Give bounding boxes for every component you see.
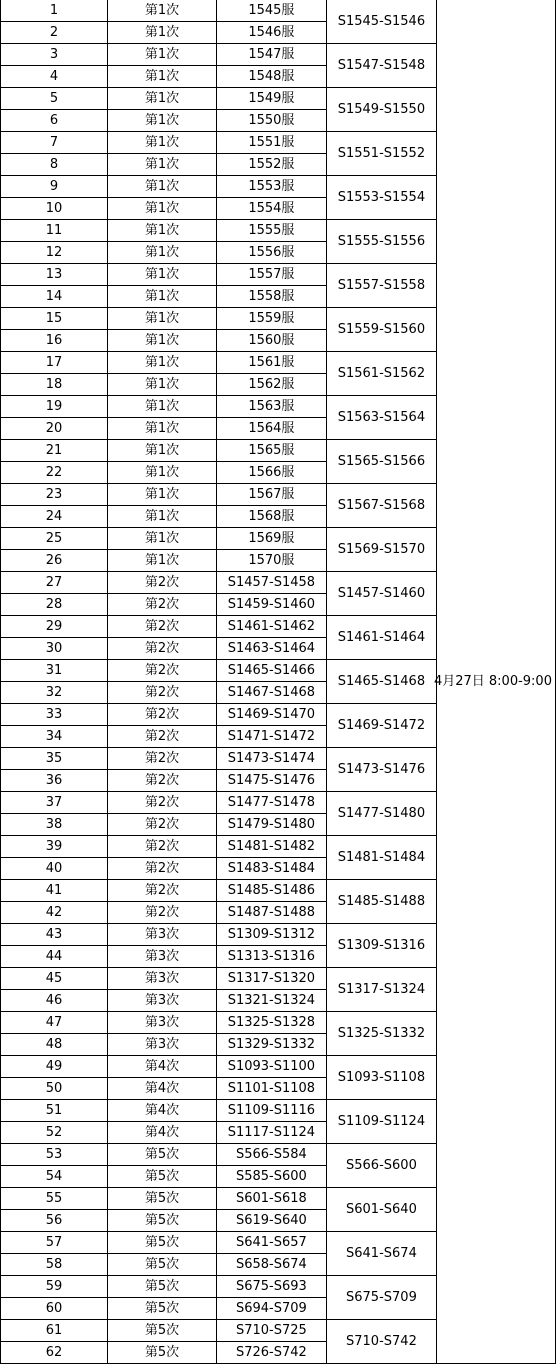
server-cell: 1557服: [216, 264, 326, 286]
batch-cell: 第1次: [108, 330, 217, 352]
row-number-cell: 32: [1, 682, 108, 704]
row-number-cell: 27: [1, 572, 108, 594]
server-cell: S1309-S1312: [216, 924, 326, 946]
server-cell: S1313-S1316: [216, 946, 326, 968]
row-number-cell: 3: [1, 44, 108, 66]
server-cell: S694-S709: [216, 1298, 326, 1320]
batch-cell: 第1次: [108, 308, 217, 330]
batch-cell: 第2次: [108, 792, 217, 814]
batch-cell: 第1次: [108, 44, 217, 66]
batch-cell: 第1次: [108, 374, 217, 396]
server-cell: 1553服: [216, 176, 326, 198]
server-cell: 1554服: [216, 198, 326, 220]
row-number-cell: 15: [1, 308, 108, 330]
server-cell: 1570服: [216, 550, 326, 572]
merged-group-cell: S1561-S1562: [326, 352, 436, 396]
server-cell: S1487-S1488: [216, 902, 326, 924]
merged-group-cell: S1555-S1556: [326, 220, 436, 264]
row-number-cell: 9: [1, 176, 108, 198]
merged-group-cell: S641-S674: [326, 1232, 436, 1276]
batch-cell: 第3次: [108, 924, 217, 946]
batch-cell: 第2次: [108, 858, 217, 880]
batch-cell: 第2次: [108, 638, 217, 660]
row-number-cell: 24: [1, 506, 108, 528]
server-cell: S1465-S1466: [216, 660, 326, 682]
row-number-cell: 4: [1, 66, 108, 88]
row-number-cell: 37: [1, 792, 108, 814]
batch-cell: 第2次: [108, 880, 217, 902]
batch-cell: 第2次: [108, 704, 217, 726]
row-number-cell: 47: [1, 1012, 108, 1034]
batch-cell: 第2次: [108, 572, 217, 594]
batch-cell: 第2次: [108, 902, 217, 924]
batch-cell: 第1次: [108, 154, 217, 176]
server-cell: S641-S657: [216, 1232, 326, 1254]
batch-cell: 第2次: [108, 682, 217, 704]
batch-cell: 第4次: [108, 1078, 217, 1100]
row-number-cell: 21: [1, 440, 108, 462]
row-number-cell: 45: [1, 968, 108, 990]
merged-group-cell: S566-S600: [326, 1144, 436, 1188]
batch-cell: 第5次: [108, 1188, 217, 1210]
row-number-cell: 35: [1, 748, 108, 770]
server-cell: S1477-S1478: [216, 792, 326, 814]
server-cell: S1475-S1476: [216, 770, 326, 792]
row-number-cell: 16: [1, 330, 108, 352]
batch-cell: 第5次: [108, 1320, 217, 1342]
merged-group-cell: S1465-S1468: [326, 660, 436, 704]
batch-cell: 第2次: [108, 770, 217, 792]
row-number-cell: 49: [1, 1056, 108, 1078]
server-cell: S1485-S1486: [216, 880, 326, 902]
merged-group-cell: S1093-S1108: [326, 1056, 436, 1100]
row-number-cell: 36: [1, 770, 108, 792]
batch-cell: 第1次: [108, 220, 217, 242]
row-number-cell: 31: [1, 660, 108, 682]
server-cell: 1564服: [216, 418, 326, 440]
batch-cell: 第2次: [108, 814, 217, 836]
server-cell: S1471-S1472: [216, 726, 326, 748]
row-number-cell: 61: [1, 1320, 108, 1342]
row-number-cell: 52: [1, 1122, 108, 1144]
server-cell: S1317-S1320: [216, 968, 326, 990]
row-number-cell: 42: [1, 902, 108, 924]
batch-cell: 第1次: [108, 88, 217, 110]
batch-cell: 第5次: [108, 1210, 217, 1232]
merged-group-cell: S1481-S1484: [326, 836, 436, 880]
row-number-cell: 60: [1, 1298, 108, 1320]
row-number-cell: 26: [1, 550, 108, 572]
batch-cell: 第3次: [108, 1012, 217, 1034]
merged-group-cell: S1317-S1324: [326, 968, 436, 1012]
server-cell: 1562服: [216, 374, 326, 396]
batch-cell: 第1次: [108, 286, 217, 308]
batch-cell: 第1次: [108, 506, 217, 528]
batch-cell: 第2次: [108, 726, 217, 748]
server-cell: S566-S584: [216, 1144, 326, 1166]
row-number-cell: 28: [1, 594, 108, 616]
row-number-cell: 17: [1, 352, 108, 374]
batch-cell: 第1次: [108, 132, 217, 154]
row-number-cell: 2: [1, 22, 108, 44]
server-cell: S1093-S1100: [216, 1056, 326, 1078]
merged-group-cell: S1563-S1564: [326, 396, 436, 440]
server-cell: S1469-S1470: [216, 704, 326, 726]
time-slot-label: 4月27日 8:00-9:00: [433, 674, 552, 689]
merged-group-cell: S1565-S1566: [326, 440, 436, 484]
merged-group-cell: S1553-S1554: [326, 176, 436, 220]
server-cell: 1565服: [216, 440, 326, 462]
merged-group-cell: S1473-S1476: [326, 748, 436, 792]
row-number-cell: 10: [1, 198, 108, 220]
batch-cell: 第3次: [108, 968, 217, 990]
server-cell: 1560服: [216, 330, 326, 352]
server-cell: S1109-S1116: [216, 1100, 326, 1122]
batch-cell: 第1次: [108, 176, 217, 198]
merged-group-cell: S710-S742: [326, 1320, 436, 1364]
row-number-cell: 38: [1, 814, 108, 836]
server-cell: 1547服: [216, 44, 326, 66]
row-number-cell: 39: [1, 836, 108, 858]
row-number-cell: 25: [1, 528, 108, 550]
batch-cell: 第5次: [108, 1254, 217, 1276]
row-number-cell: 51: [1, 1100, 108, 1122]
merged-group-cell: S1461-S1464: [326, 616, 436, 660]
batch-cell: 第2次: [108, 594, 217, 616]
row-number-cell: 48: [1, 1034, 108, 1056]
row-number-cell: 11: [1, 220, 108, 242]
batch-cell: 第5次: [108, 1144, 217, 1166]
server-cell: S1463-S1464: [216, 638, 326, 660]
server-cell: 1555服: [216, 220, 326, 242]
row-number-cell: 46: [1, 990, 108, 1012]
server-cell: S585-S600: [216, 1166, 326, 1188]
server-cell: S619-S640: [216, 1210, 326, 1232]
server-cell: 1566服: [216, 462, 326, 484]
merged-group-cell: S675-S709: [326, 1276, 436, 1320]
server-cell: 1568服: [216, 506, 326, 528]
merged-group-cell: S1309-S1316: [326, 924, 436, 968]
batch-cell: 第2次: [108, 748, 217, 770]
merged-group-cell: S1559-S1560: [326, 308, 436, 352]
row-number-cell: 30: [1, 638, 108, 660]
batch-cell: 第1次: [108, 198, 217, 220]
server-cell: S1479-S1480: [216, 814, 326, 836]
row-number-cell: 43: [1, 924, 108, 946]
server-cell: S1481-S1482: [216, 836, 326, 858]
row-number-cell: 41: [1, 880, 108, 902]
server-cell: S601-S618: [216, 1188, 326, 1210]
server-cell: S1467-S1468: [216, 682, 326, 704]
server-cell: 1569服: [216, 528, 326, 550]
server-cell: S1473-S1474: [216, 748, 326, 770]
server-cell: 1546服: [216, 22, 326, 44]
row-number-cell: 1: [1, 0, 108, 22]
row-number-cell: 14: [1, 286, 108, 308]
server-cell: 1550服: [216, 110, 326, 132]
server-cell: 1563服: [216, 396, 326, 418]
merged-group-cell: S1545-S1546: [326, 0, 436, 44]
merged-group-cell: S1547-S1548: [326, 44, 436, 88]
batch-cell: 第1次: [108, 528, 217, 550]
batch-cell: 第2次: [108, 616, 217, 638]
row-number-cell: 7: [1, 132, 108, 154]
row-number-cell: 6: [1, 110, 108, 132]
merged-group-cell: S1325-S1332: [326, 1012, 436, 1056]
server-cell: S1117-S1124: [216, 1122, 326, 1144]
batch-cell: 第4次: [108, 1122, 217, 1144]
row-number-cell: 19: [1, 396, 108, 418]
batch-cell: 第5次: [108, 1232, 217, 1254]
server-cell: 1558服: [216, 286, 326, 308]
row-number-cell: 29: [1, 616, 108, 638]
row-number-cell: 50: [1, 1078, 108, 1100]
server-cell: S1101-S1108: [216, 1078, 326, 1100]
row-number-cell: 59: [1, 1276, 108, 1298]
merged-group-cell: S1457-S1460: [326, 572, 436, 616]
server-cell: 1556服: [216, 242, 326, 264]
row-number-cell: 57: [1, 1232, 108, 1254]
server-cell: S1321-S1324: [216, 990, 326, 1012]
batch-cell: 第1次: [108, 0, 217, 22]
row-number-cell: 55: [1, 1188, 108, 1210]
row-number-cell: 44: [1, 946, 108, 968]
batch-cell: 第2次: [108, 836, 217, 858]
server-cell: 1552服: [216, 154, 326, 176]
merged-group-cell: S1569-S1570: [326, 528, 436, 572]
batch-cell: 第3次: [108, 1034, 217, 1056]
row-number-cell: 53: [1, 1144, 108, 1166]
row-number-cell: 20: [1, 418, 108, 440]
row-number-cell: 22: [1, 462, 108, 484]
server-cell: 1551服: [216, 132, 326, 154]
merged-group-cell: S1551-S1552: [326, 132, 436, 176]
merged-group-cell: S1469-S1472: [326, 704, 436, 748]
server-cell: S1459-S1460: [216, 594, 326, 616]
server-cell: S710-S725: [216, 1320, 326, 1342]
batch-cell: 第1次: [108, 66, 217, 88]
merged-group-cell: S1477-S1480: [326, 792, 436, 836]
server-cell: S1457-S1458: [216, 572, 326, 594]
row-number-cell: 5: [1, 88, 108, 110]
server-cell: S1461-S1462: [216, 616, 326, 638]
row-number-cell: 40: [1, 858, 108, 880]
batch-cell: 第1次: [108, 242, 217, 264]
server-cell: S1329-S1332: [216, 1034, 326, 1056]
row-number-cell: 18: [1, 374, 108, 396]
batch-cell: 第1次: [108, 418, 217, 440]
merged-group-cell: S1567-S1568: [326, 484, 436, 528]
row-number-cell: 54: [1, 1166, 108, 1188]
row-number-cell: 23: [1, 484, 108, 506]
row-number-cell: 12: [1, 242, 108, 264]
merged-group-cell: S1557-S1558: [326, 264, 436, 308]
batch-cell: 第3次: [108, 990, 217, 1012]
merged-group-cell: S1109-S1124: [326, 1100, 436, 1144]
batch-cell: 第2次: [108, 660, 217, 682]
batch-cell: 第1次: [108, 396, 217, 418]
batch-cell: 第1次: [108, 264, 217, 286]
batch-cell: 第4次: [108, 1056, 217, 1078]
batch-cell: 第5次: [108, 1342, 217, 1364]
server-cell: 1545服: [216, 0, 326, 22]
batch-cell: 第3次: [108, 946, 217, 968]
server-cell: S658-S674: [216, 1254, 326, 1276]
row-number-cell: 33: [1, 704, 108, 726]
server-cell: 1567服: [216, 484, 326, 506]
server-cell: S1483-S1484: [216, 858, 326, 880]
batch-cell: 第1次: [108, 484, 217, 506]
server-cell: S726-S742: [216, 1342, 326, 1364]
row-number-cell: 62: [1, 1342, 108, 1364]
row-number-cell: 56: [1, 1210, 108, 1232]
row-number-cell: 13: [1, 264, 108, 286]
server-cell: 1548服: [216, 66, 326, 88]
batch-cell: 第5次: [108, 1166, 217, 1188]
server-cell: 1559服: [216, 308, 326, 330]
merged-group-cell: S1485-S1488: [326, 880, 436, 924]
server-cell: S675-S693: [216, 1276, 326, 1298]
merged-group-cell: S601-S640: [326, 1188, 436, 1232]
row-number-cell: 8: [1, 154, 108, 176]
batch-cell: 第1次: [108, 440, 217, 462]
batch-cell: 第5次: [108, 1276, 217, 1298]
table-body: [1, 0, 556, 1364]
time-slot-cell: [433, 0, 555, 1364]
server-cell: 1549服: [216, 88, 326, 110]
table-row: [1, 0, 556, 22]
batch-cell: 第5次: [108, 1298, 217, 1320]
batch-cell: 第1次: [108, 352, 217, 374]
batch-cell: 第4次: [108, 1100, 217, 1122]
row-number-cell: 58: [1, 1254, 108, 1276]
batch-cell: 第1次: [108, 22, 217, 44]
merged-group-cell: S1549-S1550: [326, 88, 436, 132]
row-number-cell: 34: [1, 726, 108, 748]
batch-cell: 第1次: [108, 110, 217, 132]
batch-cell: 第1次: [108, 550, 217, 572]
server-cell: 1561服: [216, 352, 326, 374]
batch-cell: 第1次: [108, 462, 217, 484]
server-cell: S1325-S1328: [216, 1012, 326, 1034]
